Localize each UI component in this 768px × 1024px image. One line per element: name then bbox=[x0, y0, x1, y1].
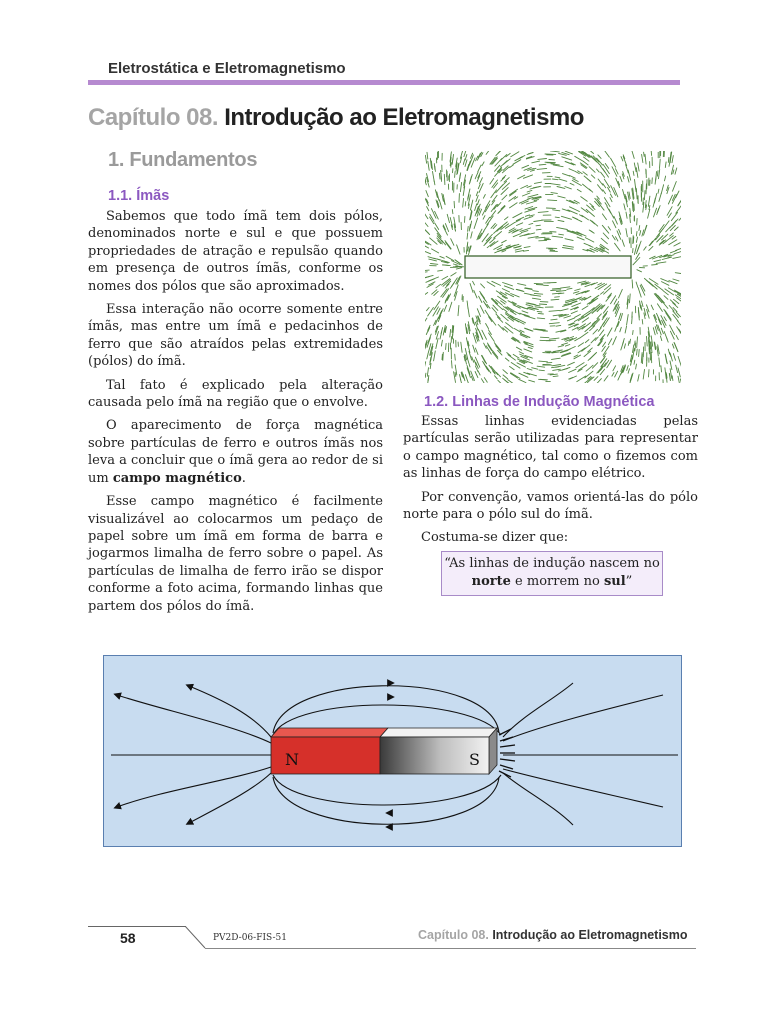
chapter-title: Introdução ao Eletromagnetismo bbox=[224, 104, 584, 131]
iron-filing bbox=[539, 304, 546, 305]
footer-chapter-number: Capítulo 08. bbox=[418, 928, 489, 942]
iron-filing bbox=[668, 158, 669, 163]
iron-filing bbox=[644, 152, 645, 156]
quote-text: ” bbox=[625, 574, 633, 589]
bar-magnet bbox=[271, 728, 515, 777]
running-header: Eletrostática e Eletromagnetismo bbox=[108, 60, 346, 77]
iron-filings-photo bbox=[425, 151, 681, 383]
iron-filing bbox=[452, 361, 453, 369]
iron-filing bbox=[468, 226, 469, 231]
document-code: PV2D-06-FIS-51 bbox=[213, 933, 287, 943]
magnet-field-diagram bbox=[103, 655, 682, 847]
north-label: N bbox=[285, 750, 299, 769]
section-heading-fundamentos: 1. Fundamentos bbox=[108, 149, 258, 171]
quote-bold-sul: sul bbox=[603, 574, 626, 589]
footer-rule bbox=[88, 926, 186, 927]
iron-filing bbox=[664, 151, 665, 157]
iron-filing bbox=[455, 172, 456, 178]
iron-filing bbox=[536, 225, 540, 226]
iron-filing bbox=[642, 320, 643, 325]
header-rule bbox=[88, 80, 680, 85]
paragraph: Por convenção, vamos orientá-las do pólo norte para o pólo sul do ímã. bbox=[403, 489, 698, 523]
iron-filing bbox=[539, 370, 544, 371]
iron-filing bbox=[555, 297, 560, 298]
iron-filing bbox=[657, 171, 658, 177]
left-column-text bbox=[88, 208, 383, 621]
iron-filing bbox=[636, 231, 637, 236]
paragraph: Essa interação não ocorre somente entre ímãs, mas entre um ímã e pedacinhos de ferro que são atraídos pelas extremidades (pólos) do ímã. bbox=[88, 302, 383, 370]
iron-filing bbox=[465, 202, 466, 206]
iron-filing bbox=[540, 340, 550, 341]
footer-chapter bbox=[418, 928, 688, 942]
iron-filing bbox=[644, 191, 645, 200]
iron-filing bbox=[536, 229, 541, 230]
iron-filing bbox=[635, 341, 636, 345]
iron-filing bbox=[555, 217, 559, 218]
iron-filing bbox=[538, 313, 543, 314]
iron-filing bbox=[652, 264, 658, 265]
iron-filing bbox=[540, 337, 549, 338]
quote-box bbox=[441, 551, 663, 596]
iron-filing bbox=[639, 350, 640, 357]
quote-text: “As linhas de indução nascem no bbox=[444, 556, 660, 571]
iron-filing bbox=[446, 343, 447, 349]
page-number: 58 bbox=[120, 930, 136, 946]
iron-filing bbox=[444, 174, 445, 184]
paragraph: Costuma-se dizer que: bbox=[421, 530, 569, 546]
chapter-heading bbox=[88, 104, 584, 132]
quote-bold-norte: norte bbox=[471, 574, 511, 589]
right-column-text bbox=[403, 413, 698, 553]
quote-text: e morrem no bbox=[510, 574, 604, 589]
paragraph: Tal fato é explicado pela alteração causada pelo ímã na região que o envolve. bbox=[88, 377, 383, 411]
paragraph-end: . bbox=[241, 470, 246, 486]
south-label: S bbox=[469, 750, 480, 769]
iron-filing bbox=[452, 210, 453, 214]
iron-filing bbox=[649, 370, 650, 377]
iron-filing bbox=[435, 166, 436, 171]
iron-filing bbox=[443, 352, 444, 360]
paragraph: Sabemos que todo ímã tem dois pólos, denominados norte e sul e que possuem propriedades de atração e repulsão quando em presença de outros ímãs, conforme os nomes dos pólos que são aproximados. bbox=[88, 209, 383, 294]
chapter-number: Capítulo 08. bbox=[88, 104, 219, 131]
paragraph bbox=[88, 417, 383, 487]
iron-filing bbox=[661, 366, 662, 372]
iron-filing bbox=[455, 354, 456, 360]
bold-term: campo magnético bbox=[112, 470, 242, 486]
iron-filing bbox=[428, 375, 429, 381]
iron-filing bbox=[534, 283, 542, 284]
iron-filing bbox=[632, 280, 633, 288]
footer-chapter-title: Introdução ao Eletromagnetismo bbox=[492, 928, 688, 942]
footer-rule-slant bbox=[183, 926, 207, 950]
iron-filing bbox=[443, 265, 449, 266]
paragraph: Essas linhas evidenciadas pelas partículas serão utilizadas para representar o campo magnético, tal como o fizemos com as linhas de força do campo elétrico. bbox=[403, 414, 698, 482]
iron-filing bbox=[537, 311, 542, 312]
footer-rule-long bbox=[205, 948, 696, 949]
subsection-heading-linhas-inducao: 1.2. Linhas de Indução Magnética bbox=[424, 394, 655, 410]
iron-filing bbox=[453, 326, 454, 333]
iron-filing bbox=[633, 330, 634, 334]
iron-filing bbox=[667, 374, 668, 378]
iron-filing bbox=[439, 173, 440, 179]
iron-filing bbox=[629, 238, 630, 243]
iron-filing bbox=[651, 353, 652, 363]
paragraph-text: O aparecimento de força magnética sobre partículas de ferro e outros ímãs nos leva a concluir que o ímã gera ao redor de si um bbox=[88, 418, 383, 486]
subsection-heading-imas: 1.1. Ímãs bbox=[108, 188, 170, 204]
paragraph: Esse campo magnético é facilmente visualizável ao colocarmos um pedaço de papel sobre um ímã em forma de barra e jogarmos limalha de ferro sobre o papel. As partículas de limalha de ferro irão se dispor conforme a foto acima, formando linhas que partem dos pólos do ímã. bbox=[88, 494, 383, 614]
